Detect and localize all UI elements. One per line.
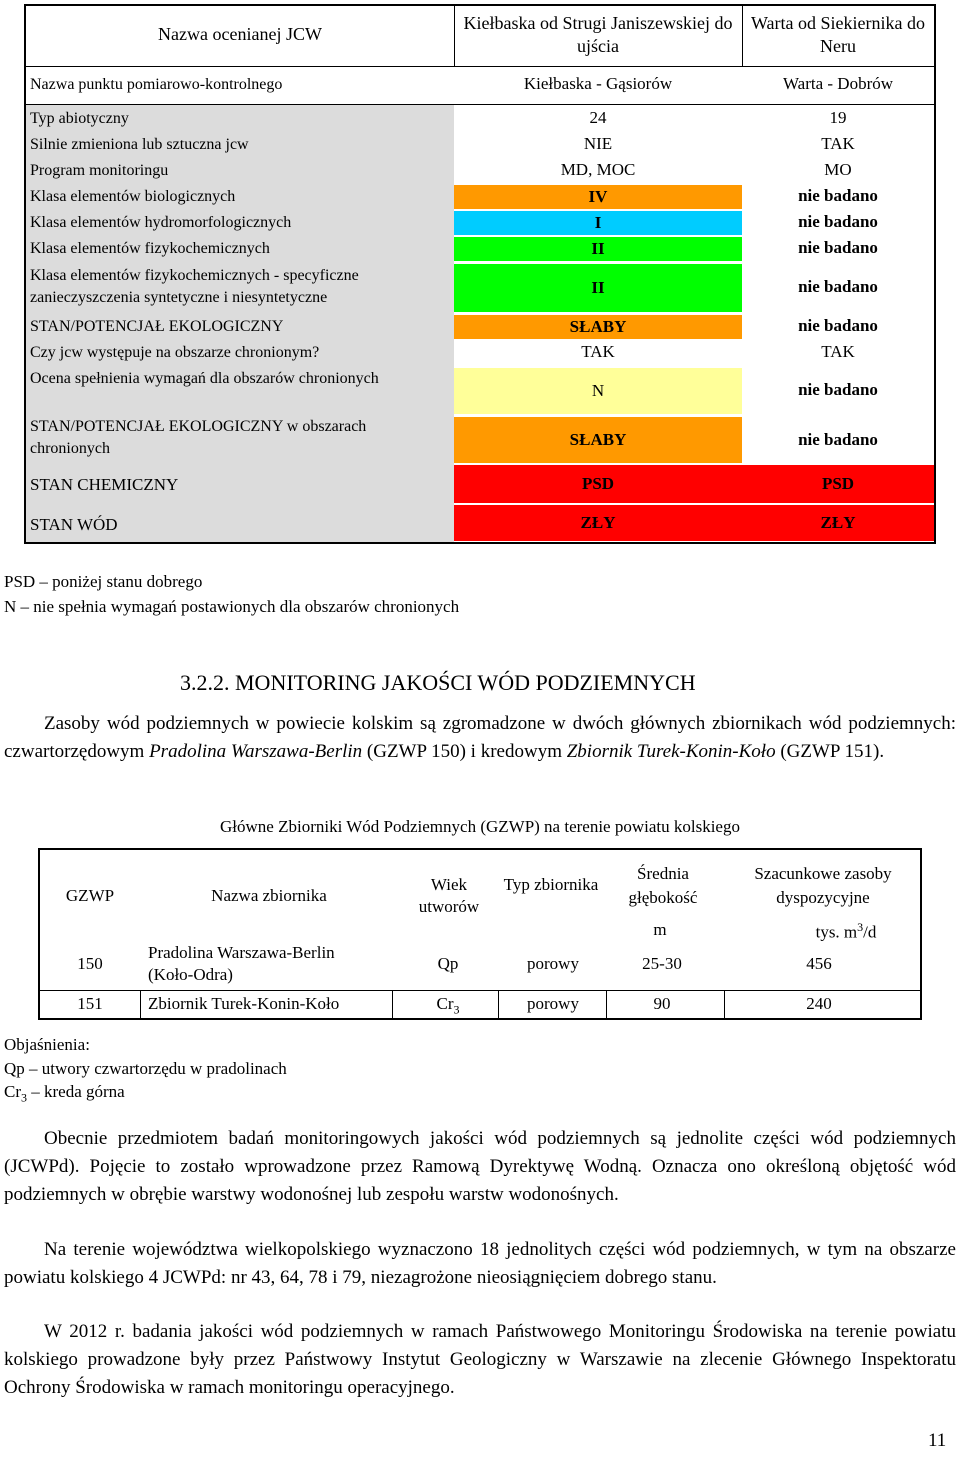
row-label: Klasa elementów fizykochemicznych - specyficzne zanieczyszczenia syntetyczne i niesyntetyczne xyxy=(30,267,359,306)
status-badge-yellow: N xyxy=(454,368,742,414)
table-row xyxy=(26,314,934,340)
table-row xyxy=(26,416,934,464)
row-resources: 456 xyxy=(806,954,832,973)
status-badge-orange: SŁABY xyxy=(454,315,742,339)
table-row xyxy=(26,184,934,210)
row-type: porowy xyxy=(527,954,579,973)
legend-title: Objaśnienia: xyxy=(4,1035,90,1054)
legend-n: N – nie spełnia wymagań postawionych dla obszarów chronionych xyxy=(4,597,460,616)
row-value-col2: TAK xyxy=(821,134,855,153)
col-header-depth: Średnia głębokość xyxy=(628,864,698,907)
table-caption: Główne Zbiorniki Wód Podziemnych (GZWP) na terenie powiatu kolskiego xyxy=(220,817,740,836)
table-row xyxy=(26,464,934,504)
row-value-col2: nie badano xyxy=(798,430,878,449)
header-col2: Warta od Siekiernika do Neru xyxy=(751,13,925,56)
row-age: Qp xyxy=(437,954,459,973)
col-header-type: Typ zbiornika xyxy=(503,875,599,894)
col-unit-resources xyxy=(746,920,946,943)
unit-text: tys. m xyxy=(815,922,858,942)
unit-superscript: 3 xyxy=(857,920,864,934)
legend-qp: Qp – utwory czwartorzędu w pradolinach xyxy=(4,1059,287,1078)
table-row xyxy=(26,262,934,314)
row-label: Silnie zmieniona lub sztuczna jcw xyxy=(30,136,249,153)
table-row xyxy=(26,340,934,366)
class-badge-orange: IV xyxy=(454,185,742,209)
paragraph-intro xyxy=(4,710,956,766)
row-value-col1: MD, MOC xyxy=(560,160,636,179)
row-age xyxy=(410,994,486,1017)
row-value-col2: nie badano xyxy=(798,186,878,205)
class-badge-cyan: I xyxy=(454,211,742,235)
row-label: STAN/POTENCJAŁ EKOLOGICZNY xyxy=(30,318,284,335)
row-label: Klasa elementów hydromorfologicznych xyxy=(30,214,292,231)
row-label: Klasa elementów fizykochemicznych xyxy=(30,240,270,257)
table-row xyxy=(26,366,934,416)
row-value-col1: 24 xyxy=(589,108,607,127)
table-header-row xyxy=(26,6,934,66)
section-heading: 3.2.2. MONITORING JAKOŚCI WÓD PODZIEMNYCH xyxy=(180,670,696,695)
row-name: Pradolina Warszawa-Berlin (Koło-Odra) xyxy=(148,943,335,984)
row-gzwp: 151 xyxy=(77,994,103,1013)
table-row xyxy=(26,210,934,236)
col-header-gzwp: GZWP xyxy=(65,886,115,905)
col-header-name: Nazwa zbiornika xyxy=(211,886,327,905)
aquifer-name: Zbiornik Turek-Konin-Koło xyxy=(566,741,776,762)
row-value-col2: nie badano xyxy=(798,380,878,399)
legend-subscript: 3 xyxy=(21,1090,27,1105)
row-gzwp: 150 xyxy=(77,954,103,973)
row-label: Ocena spełnienia wymagań dla obszarów chronionych xyxy=(30,370,379,387)
table-row xyxy=(26,132,934,158)
row-depth: 90 xyxy=(653,994,671,1013)
row-value-col2: nie badano xyxy=(798,212,878,231)
legend-cr3 xyxy=(4,1080,125,1109)
row-depth: 25-30 xyxy=(642,954,682,973)
age-code: Cr xyxy=(436,994,454,1013)
row-label: STAN WÓD xyxy=(30,515,118,534)
table-row xyxy=(26,504,934,542)
paragraph-text: (GZWP 151). xyxy=(775,741,885,762)
row-value-col1: Kiełbaska - Gąsiorów xyxy=(523,74,673,93)
status-badge-red: PSD xyxy=(454,465,742,503)
unit-text: /d xyxy=(863,922,877,942)
class-badge-green: II xyxy=(454,237,742,261)
row-name: Zbiornik Turek-Konin-Koło xyxy=(148,994,340,1013)
status-badge-red: ZŁY xyxy=(742,505,934,541)
paragraph-text: (GZWP 150) i kredowym xyxy=(362,741,567,762)
row-value-col2: nie badano xyxy=(798,277,878,296)
row-value-col1: NIE xyxy=(583,134,613,153)
class-badge-green: II xyxy=(454,264,742,312)
row-value-col2: 19 xyxy=(829,108,847,127)
table-row xyxy=(26,68,934,104)
status-table xyxy=(24,4,936,544)
header-label: Nazwa ocenianej JCW xyxy=(158,24,322,44)
status-badge-red: PSD xyxy=(742,465,934,503)
row-label: Typ abiotyczny xyxy=(30,110,129,127)
table-row xyxy=(26,236,934,262)
age-subscript: 3 xyxy=(453,1002,460,1017)
row-label: Klasa elementów biologicznych xyxy=(30,188,236,205)
row-value-col2: MO xyxy=(824,160,852,179)
col-header-resources: Szacunkowe zasoby dyspozycyjne xyxy=(754,864,892,907)
row-label: STAN/POTENCJAŁ EKOLOGICZNY w obszarach chronionych xyxy=(30,418,367,457)
page-number: 11 xyxy=(928,1430,947,1451)
paragraph-2012: W 2012 r. badania jakości wód podziemnych w ramach Państwowego Monitoringu Środowiska na terenie powiatu kolskiego prowadzone były przez Państwowy Instytut Geologiczny w Warszawie na zlecenie Głównego Inspektoratu Ochrony Środowiska w ramach monitoringu operacyjnego. xyxy=(4,1321,956,1398)
header-col1: Kiełbaska od Strugi Janiszewskiej do ujścia xyxy=(463,13,733,56)
row-value-col1: TAK xyxy=(581,342,615,361)
table-row xyxy=(26,106,934,132)
row-label: Czy jcw występuje na obszarze chronionym? xyxy=(30,344,320,361)
paragraph-wielkopolska: Na terenie województwa wielkopolskiego wyznaczono 18 jednolitych części wód podziemnych, w tym na obszarze powiatu kolskiego 4 JCWPd: nr 43, 64, 78 i 79, niezagrożone nieosiągnięciem dobrego stanu. xyxy=(4,1239,956,1288)
paragraph-jcwpd: Obecnie przedmiotem badań monitoringowych jakości wód podziemnych są jednolite części wód podziemnych (JCWPd). Pojęcie to zostało wprowadzone przez Ramową Dyrektywę Wodną. Oznacza ono określoną objętość wód podziemnych w obrębie warstwy wodonośnej lub zespołu warstw wodonośnych. xyxy=(4,1128,956,1205)
legend-text: – kreda górna xyxy=(27,1082,125,1101)
row-value-col2: TAK xyxy=(821,342,855,361)
row-resources: 240 xyxy=(806,994,832,1013)
aquifer-name: Pradolina Warszawa-Berlin xyxy=(149,741,363,762)
status-badge-orange: SŁABY xyxy=(454,417,742,463)
row-value-col2: nie badano xyxy=(798,316,878,335)
row-value-col2: nie badano xyxy=(798,238,878,257)
row-type: porowy xyxy=(527,994,579,1013)
row-value-col2: Warta - Dobrów xyxy=(782,74,894,93)
row-label: Nazwa punktu pomiarowo-kontrolnego xyxy=(30,76,283,93)
legend-psd: PSD – poniżej stanu dobrego xyxy=(4,572,203,591)
paragraph-text: Zasoby wód podziemnych w powiecie kolskim są zgromadzone w dwóch głównych zbiornikach wód podziemnych: czwartorzędowym xyxy=(4,713,956,762)
status-badge-red: ZŁY xyxy=(454,505,742,541)
row-label: STAN CHEMICZNY xyxy=(30,475,179,494)
gzwp-table xyxy=(38,848,922,1020)
legend-code: Cr xyxy=(4,1082,21,1101)
col-header-age: Wiek utworów xyxy=(418,875,480,916)
table-row xyxy=(26,158,934,184)
col-unit-depth: m xyxy=(653,920,667,939)
row-label: Program monitoringu xyxy=(30,162,169,179)
